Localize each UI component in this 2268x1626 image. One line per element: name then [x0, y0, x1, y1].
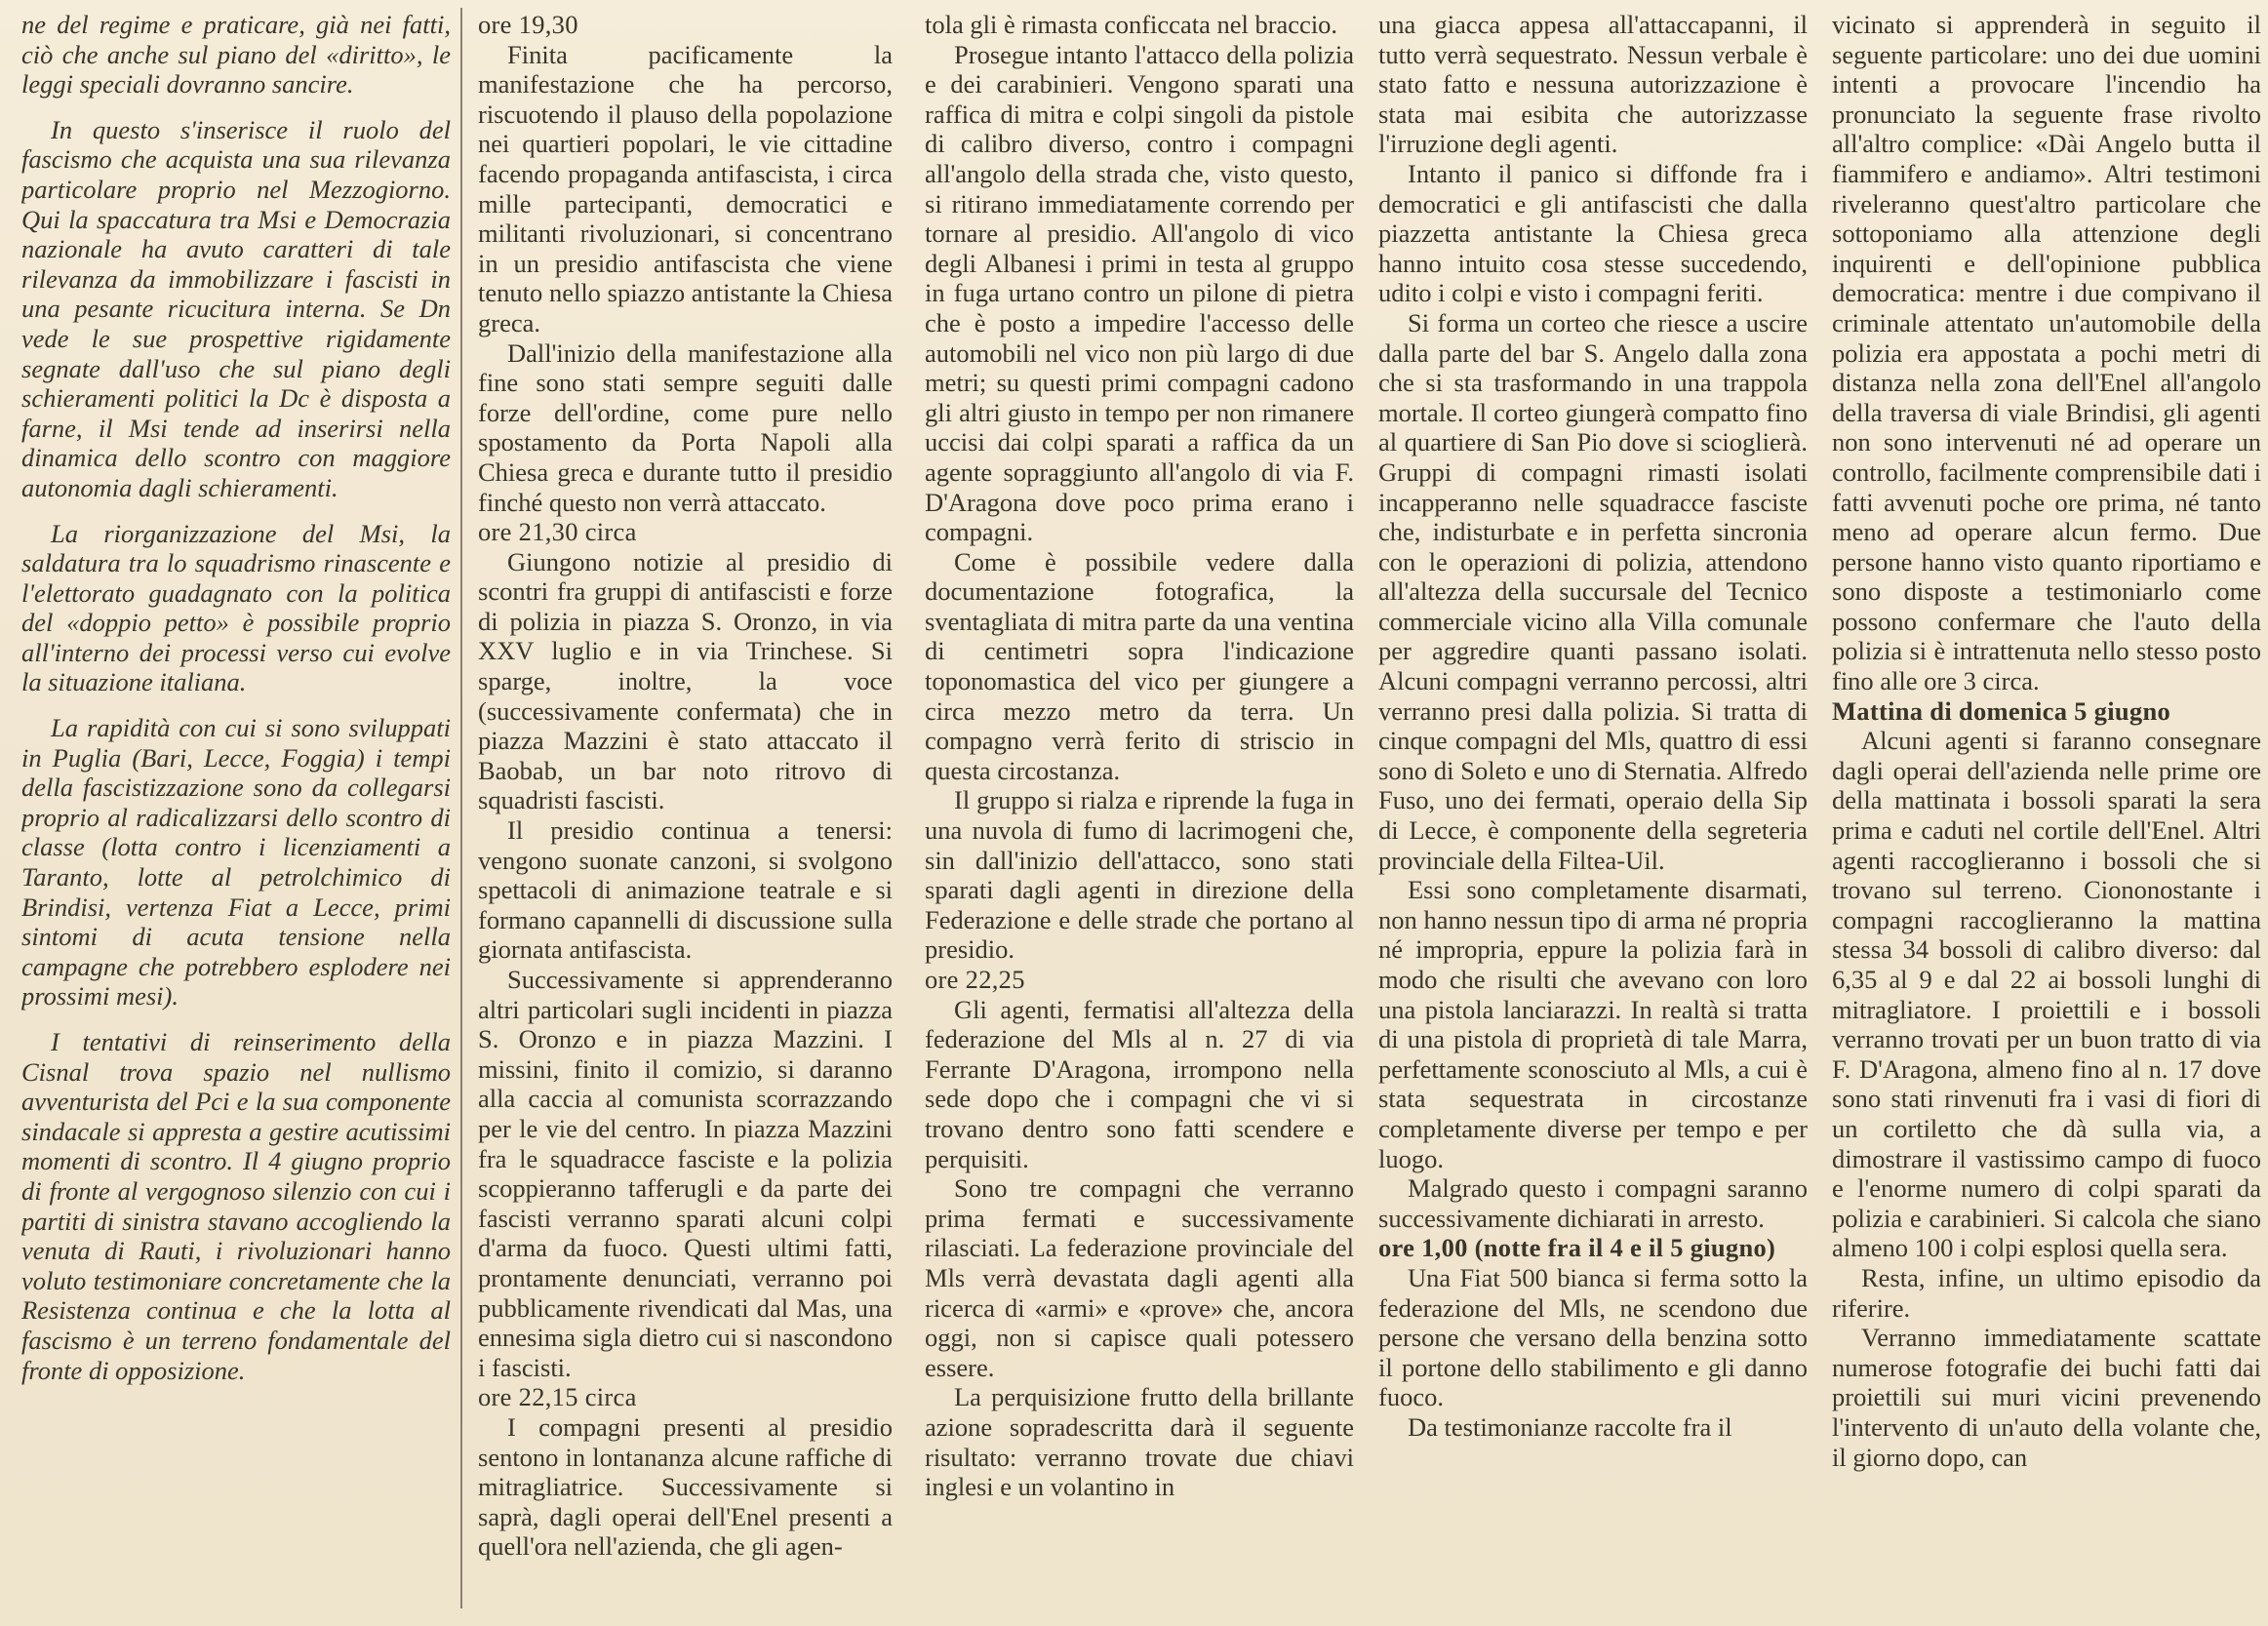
- paragraph: Dall'inizio della manifestazione alla fine sono stati sempre seguiti dalle forze dell'ordine, come pure nello spostamento da Porta Napoli alla Chiesa greca e durante tutto il presidio finché questo non verrà attaccato.: [478, 337, 893, 517]
- time-heading: ore 21,30 circa: [478, 517, 637, 547]
- column-2: [478, 10, 893, 1562]
- time-heading: ore 22,25: [925, 965, 1025, 994]
- paragraph: Alcuni agenti si faranno consegnare dagli operai dell'azienda nelle prime ore della mattinata i bossoli sparati la sera prima e caduti nel cortile dell'Enel. Altri agenti raccoglieranno i bossoli che si trovano sul terreno. Ciononostante i compagni raccoglieranno la mattina stessa 34 bossoli di calibro diverso: dal 6,35 al 9 e dal 22 ai bossoli lunghi di mitragliatore. I proiettili e i bossoli verranno trovati per un buon tratto di via F. D'Aragona, almeno fino al n. 17 dove sono stati rinvenuti fra i vasi di fiori di un cortiletto che dà sulla via, a dimostrare il vastissimo campo di fuoco e l'enorme numero di colpi sparati da polizia e carabinieri. Si calcola che siano almeno 100 i colpi esplosi quella sera.: [1832, 726, 2261, 1263]
- paragraph: Il presidio continua a tenersi: vengono suonate canzoni, si svolgono spettacoli di animazione teatrale e si formano capannelli di discussione sulla giornata antifascista.: [478, 815, 893, 965]
- paragraph: Verranno immediatamente scattate numerose fotografie dei buchi fatti dai proiettili sui muri vicini prevenendo l'intervento di un'auto della volante che, il giorno dopo, can: [1832, 1323, 2261, 1472]
- time-heading: ore 1,00 (notte fra il 4 e il 5 giugno): [1378, 1233, 1776, 1263]
- paragraph: tola gli è rimasta conficcata nel braccio.: [925, 10, 1338, 39]
- time-heading: ore 19,30: [478, 10, 578, 39]
- paragraph: In questo s'inserisce il ruolo del fascismo che acquista una sua rilevanza particolare proprio nel Mezzogiorno. Qui la spaccatura tra Msi e Democrazia nazionale ha avuto caratteri di tale rilevanza da immobilizzare i fascisti in una pesante ricucitura interna. Se Dn vede le sue prospettive rigidamente segnate dall'uso che sul piano degli schieramenti politici la Dc è disposta a farne, il Msi tende ad inserirsi nella dinamica dello scontro con maggiore autonomia dagli schieramenti.: [21, 114, 451, 502]
- paragraph: Sono tre compagni che verranno prima fermati e successivamente rilasciati. La federazione provinciale del Mls verrà devastata dagli agenti alla ricerca di «armi» e «prove» che, ancora oggi, non si capisce quali potessero essere.: [925, 1173, 1354, 1382]
- section-heading: Mattina di domenica 5 giugno: [1832, 695, 2171, 726]
- paragraph: Da testimonianze raccolte fra il: [1408, 1411, 1732, 1442]
- paragraph: Una Fiat 500 bianca si ferma sotto la federazione del Mls, ne scendono due persone che versano della benzina sotto il portone dello stabilimento e gli danno fuoco.: [1378, 1262, 1808, 1412]
- paragraph: La perquisizione frutto della brillante azione sopradescritta darà il seguente risultato: verranno trovate due chiavi inglesi e un volantino in: [925, 1382, 1354, 1502]
- column-divider: [460, 8, 462, 1608]
- paragraph: Gli agenti, fermatisi all'altezza della federazione del Mls al n. 27 di via Ferrante D'Aragona, irrompono nella sede dopo che i compagni che vi si trovano dentro sono fatti scendere e perquisiti.: [925, 994, 1354, 1173]
- column-3: [925, 10, 1354, 1502]
- paragraph: Giungono notizie al presidio di scontri fra gruppi di antifascisti e forze di polizia in piazza S. Oronzo, in via XXV luglio e in via Trinchese. Si sparge, inoltre, la voce (successivamente confermata) che in piazza Mazzini è stato attaccato il Baobab, un bar noto ritrovo di squadristi fascisti.: [478, 546, 893, 815]
- time-heading: ore 22,15 circa: [478, 1382, 637, 1412]
- paragraph: una giacca appesa all'attaccapanni, il tutto verrà sequestrato. Nessun verbale è stato fatto e nessuna autorizzazione è stata mai esibita che autorizzasse l'irruzione degli agenti.: [1378, 10, 1808, 159]
- paragraph: La riorganizzazione del Msi, la saldatura tra lo squadrismo rinascente e l'elettorato guadagnato con la politica del «doppio petto» è possibile proprio all'interno dei processi verso cui evolve la situazione italiana.: [21, 518, 451, 697]
- paragraph: Intanto il panico si diffonde fra i democratici e gli antifascisti che dalla piazzetta antistante la Chiesa greca hanno intuito cosa stesse succedendo, udito i colpi e visto i compagni feriti.: [1378, 158, 1808, 308]
- column-5: [1832, 10, 2261, 1472]
- paragraph: vicinato si apprenderà in seguito il seguente particolare: uno dei due uomini intenti a provocare l'incendio ha pronunciato la seguente frase rivolto all'altro complice: «Dài Angelo butta il fiammifero e andiamo». Altri testimoni riveleranno quest'altro particolare che sottoponiamo alla attenzione degli inquirenti e dell'opinione pubblica democratica: mentre i due compivano il criminale attentato un'automobile della polizia era appostata a pochi metri di distanza nella zona dell'Enel all'angolo della traversa di viale Brindisi, gli agenti non sono intervenuti né ad operare un controllo, facilmente comprensibile dati i fatti avvenuti poche ore prima, né tanto meno ad operare alcun fermo. Due persone hanno visto quanto riportiamo e sono disposte a testimoniarlo come possono confermare che l'auto della polizia si è intrattenuta nello stesso posto fino alle ore 3 circa.: [1832, 10, 2261, 696]
- paragraph: Il gruppo si rialza e riprende la fuga in una nuvola di fumo di lacrimogeni che, sin dall'inizio dell'attacco, sono stati sparati dagli agenti in direzione della Federazione e delle strade che portano al presidio.: [925, 785, 1354, 965]
- paragraph: La rapidità con cui si sono sviluppati in Puglia (Bari, Lecce, Foggia) i tempi della fascistizzazione sono da collegarsi proprio al radicalizzarsi dello scontro di classe (lotta contro i licenziamenti a Taranto, lotte al petrolchimico di Brindisi, vertenza Fiat a Lecce, primi sintomi di acuta tensione nella campagne che potrebbero esplodere nei prossimi mesi).: [21, 713, 451, 1011]
- paragraph: Resta, infine, un ultimo episodio da riferire.: [1832, 1262, 2261, 1323]
- paragraph: Si forma un corteo che riesce a uscire dalla parte del bar S. Angelo dalla zona che si sta trasformando in una trappola mortale. Il corteo giungerà compatto fino al quartiere di San Pio dove si scioglierà. Gruppi di compagni rimasti isolati incapperanno nelle squadracce fasciste che, indisturbate e in perfetta sincronia con le operazioni di polizia, attendono all'altezza della succursale del Tecnico commerciale vicino alla Villa comunale per aggredire quanti passano isolati. Alcuni compagni verranno percossi, altri verranno presi dalla polizia. Si tratta di cinque compagni del Mls, quattro di essi sono di Soleto e uno di Sternatia. Alfredo Fuso, uno dei fermati, operaio della Sip di Lecce, è componente della segreteria provinciale della Filtea-Uil.: [1378, 307, 1808, 875]
- paragraph: Prosegue intanto l'attacco della polizia e dei carabinieri. Vengono sparati una raffica di mitra e colpi singoli da pistole di calibro diverso, contro i compagni all'angolo della strada che, visto questo, si ritirano immediatamente correndo per tornare al presidio. All'angolo di vico degli Albanesi i primi in testa al gruppo in fuga urtano contro un pilone di pietra che è posto a impedire l'accesso delle automobili nel vico non più largo di due metri; su questi primi compagni cadono gli altri giusto in tempo per non rimanere uccisi dai colpi sparati a raffica da un agente sopraggiunto all'angolo di via F. D'Aragona dove poco prima erano i compagni.: [925, 39, 1354, 547]
- paragraph: Malgrado questo i compagni saranno successivamente dichiarati in arresto.: [1378, 1173, 1808, 1233]
- paragraph: Essi sono completamente disarmati, non hanno nessun tipo di arma né propria né impropria, eppure la polizia farà in modo che risulti che avevano con loro una pistola lanciarazzi. In realtà si tratta di una pistola di proprietà di tale Marra, perfettamente sconosciuto al Mls, a cui è stata sequestrata in circostanze completamente diverse per tempo e per luogo.: [1378, 875, 1808, 1173]
- column-1: [21, 10, 451, 1401]
- paragraph: Come è possibile vedere dalla documentazione fotografica, la sventagliata di mitra parte da una ventina di centimetri sopra l'indicazione toponomastica del vico per giungere a circa mezzo metro da terra. Un compagno verrà ferito di striscio in questa circostanza.: [925, 546, 1354, 785]
- column-4: [1378, 10, 1808, 1443]
- paragraph: I tentativi di reinserimento della Cisnal trova spazio nel nullismo avventurista del Pci e la sua componente sindacale si appresta a gestire acutissimi momenti di scontro. Il 4 giugno proprio di fronte al vergognoso silenzio con cui i partiti di sinistra stavano accogliendo la venuta di Rauti, i rivoluzionari hanno voluto testimoniare concretamente che la Resistenza continua e che la lotta al fascismo è un terreno fondamentale del fronte di opposizione.: [21, 1027, 451, 1385]
- paragraph: Finita pacificamente la manifestazione che ha percorso, riscuotendo il plauso della popolazione nei quartieri popolari, le vie cittadine facendo propaganda antifascista, i circa mille partecipanti, democratici e militanti rivoluzionari, si concentrano in un presidio antifascista che viene tenuto nello spiazzo antistante la Chiesa greca.: [478, 39, 893, 337]
- paragraph: I compagni presenti al presidio sentono in lontananza alcune raffiche di mitragliatrice. Successivamente si saprà, dagli operai dell'Enel presenti a quell'ora nell'azienda, che gli agen-: [478, 1411, 893, 1562]
- paragraph: Successivamente si apprenderanno altri particolari sugli incidenti in piazza S. Oronzo e in piazza Mazzini. I missini, finito il comizio, si daranno alla caccia al comunista scorrazzando per le vie del centro. In piazza Mazzini fra le squadracce fasciste e la polizia scoppieranno tafferugli e da parte dei fascisti verranno sparati alcuni colpi d'arma da fuoco. Questi ultimi fatti, prontamente denunciati, verranno poi pubblicamente rivendicati dal Mas, una ennesima sigla dietro cui si nascondono i fascisti.: [478, 965, 893, 1382]
- paragraph: ne del regime e praticare, già nei fatti, ciò che anche sul piano del «diritto», le leggi speciali dovranno sancire.: [21, 10, 451, 99]
